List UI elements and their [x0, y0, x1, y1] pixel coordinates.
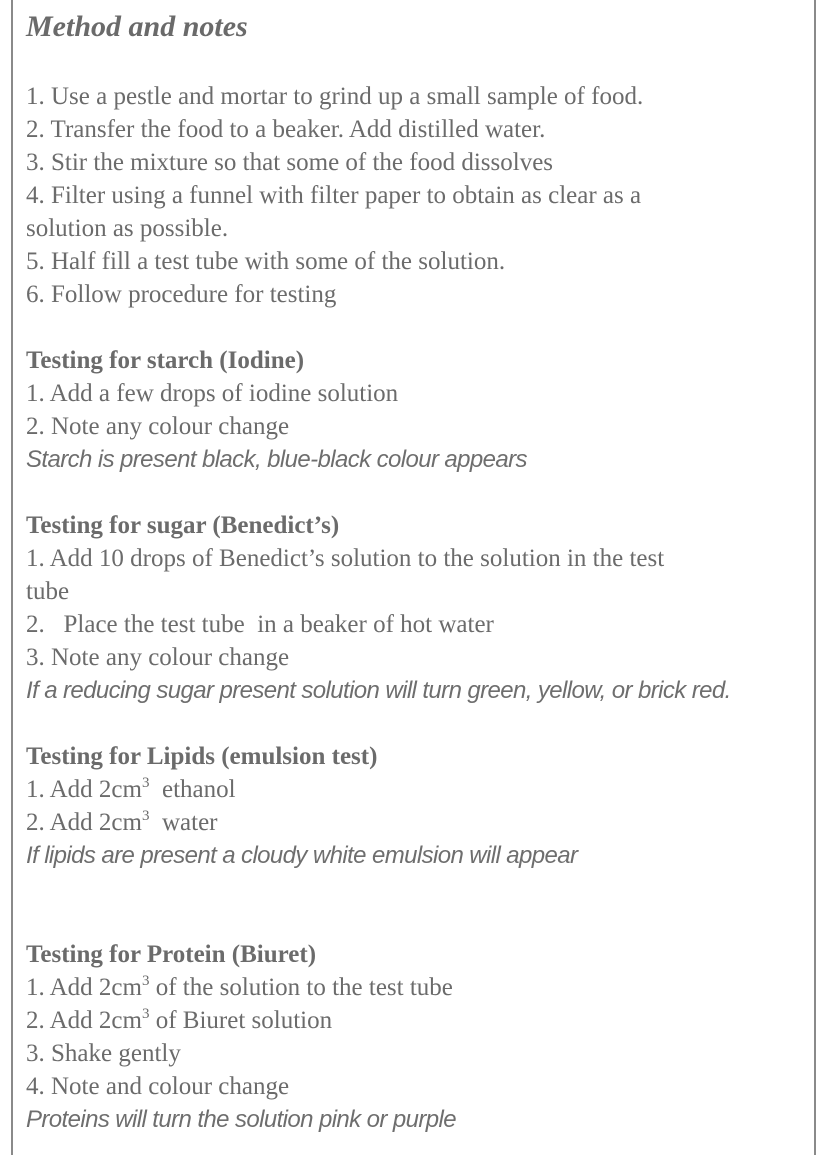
- method-step: 1. Use a pestle and mortar to grind up a small sample of food.: [26, 83, 644, 110]
- lipids-step1-text: 1. Add 2cm: [26, 776, 142, 803]
- lipids-step: [26, 773, 808, 806]
- method-section: [26, 80, 808, 311]
- lipids-result: If lipids are present a cloudy white emulsion will appear: [26, 842, 578, 869]
- method-step: 2. Transfer the food to a beaker. Add distilled water.: [26, 116, 546, 143]
- starch-step: 1. Add a few drops of iodine solution: [26, 380, 399, 407]
- sugar-step: tube: [26, 578, 70, 605]
- right-border: [814, 0, 816, 1155]
- protein-step: 3. Shake gently: [26, 1040, 181, 1067]
- method-step: 3. Stir the mixture so that some of the food dissolves: [26, 149, 554, 176]
- superscript-3: 3: [141, 775, 150, 791]
- lipids-heading: Testing for Lipids (emulsion test): [26, 743, 378, 770]
- protein-step: [26, 1004, 808, 1037]
- method-step: 4. Filter using a funnel with filter paper to obtain as clear as a: [26, 182, 642, 209]
- sugar-result: If a reducing sugar present solution will turn green, yellow, or brick red.: [26, 677, 731, 704]
- method-step: solution as possible.: [26, 215, 229, 242]
- protein-step: [26, 971, 808, 1004]
- sugar-step: 3. Note any colour change: [26, 644, 290, 671]
- protein-step2-text: 2. Add 2cm: [26, 1007, 142, 1034]
- starch-heading: Testing for starch (Iodine): [26, 347, 305, 374]
- sugar-step: 2. Place the test tube in a beaker of hot water: [26, 611, 494, 638]
- starch-section: [26, 344, 808, 476]
- lipids-step2-rest: water: [149, 809, 218, 836]
- superscript-3: 3: [141, 808, 150, 824]
- superscript-3: 3: [141, 973, 150, 989]
- lipids-section: [26, 740, 808, 872]
- method-step: 5. Half fill a test tube with some of the solution.: [26, 248, 506, 275]
- lipids-step2-text: 2. Add 2cm: [26, 809, 142, 836]
- protein-section: [26, 938, 808, 1136]
- sugar-step: 1. Add 10 drops of Benedict’s solution to the solution in the test: [26, 545, 665, 572]
- protein-result: Proteins will turn the solution pink or purple: [26, 1106, 456, 1133]
- lipids-step: [26, 806, 808, 839]
- protein-step1-text: 1. Add 2cm: [26, 974, 142, 1001]
- lipids-step1-rest: ethanol: [149, 776, 236, 803]
- protein-step: 4. Note and colour change: [26, 1073, 290, 1100]
- notes-content: [26, 8, 808, 1136]
- protein-step1-rest: of the solution to the test tube: [149, 974, 453, 1001]
- superscript-3: 3: [141, 1006, 150, 1022]
- page-title: Method and notes: [26, 10, 248, 43]
- starch-step: 2. Note any colour change: [26, 413, 290, 440]
- protein-step2-rest: of Biuret solution: [149, 1007, 333, 1034]
- method-step: 6. Follow procedure for testing: [26, 281, 337, 308]
- sugar-heading: Testing for sugar (Benedict’s): [26, 512, 340, 539]
- sugar-section: [26, 509, 808, 707]
- starch-result: Starch is present black, blue-black colour appears: [26, 446, 527, 473]
- left-border: [11, 0, 13, 1155]
- protein-heading: Testing for Protein (Biuret): [26, 941, 317, 968]
